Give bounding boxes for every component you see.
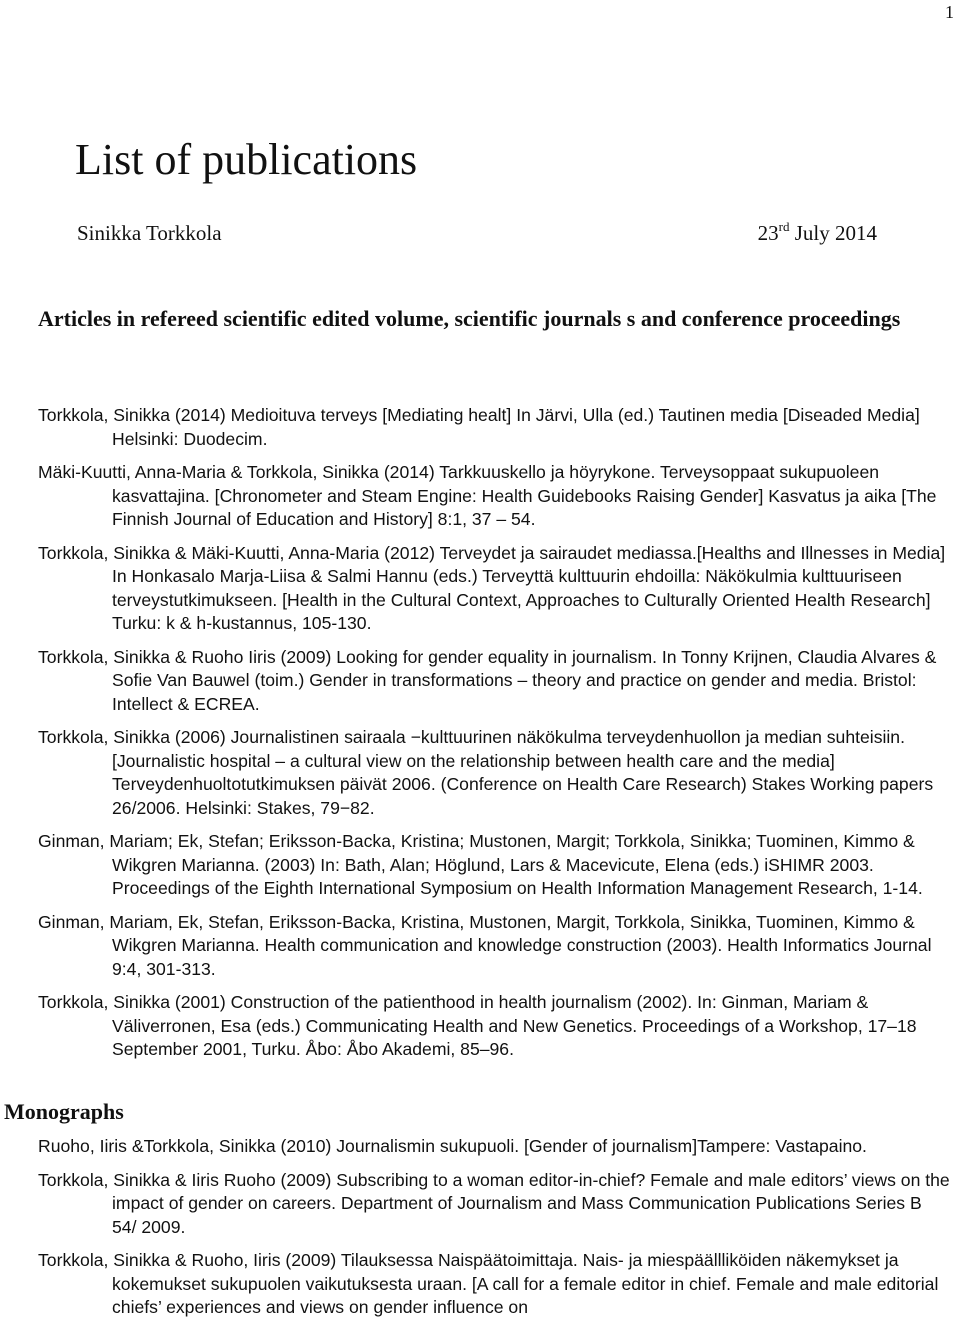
publication-entry: Torkkola, Sinikka (2006) Journalistinen sairaala −kulttuurinen näkökulma terveydenhuollon ja median suhteisiin. [Journalistic hospital – a cultural view on the relationship between health care and the media] Terveydenhuoltotutkimuksen päivät 2006. (Conference on Health Care Research) Stakes Working papers 26/2006. Helsinki: Stakes, 79−82. <box>38 727 934 818</box>
section-heading-articles: Articles in refereed scientific edited volume, scientific journals s and conference proceedings <box>38 306 901 331</box>
publication-entry: Ruoho, Iiris &Torkkola, Sinikka (2010) Journalismin sukupuoli. [Gender of journalism]Tampere: Vastapaino. <box>38 1136 867 1156</box>
monographs-list <box>38 1135 950 1330</box>
author-name: Sinikka Torkkola <box>77 221 222 245</box>
publication-entry: Torkkola, Sinikka & Mäki-Kuutti, Anna-Maria (2012) Terveydet ja sairaudet mediassa.[Healths and Illnesses in Media] In Honkasalo Marja-Liisa & Salmi Hannu (eds.) Terveyttä kulttuurin ehdoilla: Näkökulmia kulttuuriseen terveystutkimukseen. [Health in the Cultural Context, Approaches to Culturally Oriented Health Research] Turku: k & h-kustannus, 105-130. <box>38 542 946 633</box>
section-heading-monographs: Monographs <box>4 1099 124 1124</box>
publication-entry: Torkkola, Sinikka (2001) Construction of the patienthood in health journalism (2002). In: Ginman, Mariam & Väliverronen, Esa (eds.) Communicating Health and New Genetics. Proceedings of a Workshop, 17–18 September 2001, Turku. Åbo: Åbo Akademi, 85–96. <box>38 992 917 1059</box>
articles-list <box>38 404 950 1072</box>
publication-entry: Torkkola, Sinikka (2014) Medioituva terveys [Mediating healt] In Järvi, Ulla (ed.) Tautinen media [Diseaded Media] Helsinki: Duodecim. <box>38 405 920 449</box>
publication-entry: Ginman, Mariam, Ek, Stefan, Eriksson-Backa, Kristina, Mustonen, Margit, Torkkola, Sinikka, Tuominen, Kimmo & Wikgren Marianna. Health communication and knowledge construction (2003). Health Informatics Journal 9:4, 301-313. <box>38 911 932 979</box>
publication-entry: Torkkola, Sinikka & Iiris Ruoho (2009) Subscribing to a woman editor-in-chief? Female and male editors’ views on the impact of gender on careers. Department of Journalism and Mass Communication Publications Series B 54/ 2009. <box>38 1169 950 1237</box>
publication-entry: Mäki-Kuutti, Anna-Maria & Torkkola, Sinikka (2014) Tarkkuuskello ja höyrykone. Terveysoppaat sukupuoleen kasvattajina. [Chronometer and Steam Engine: Health Guidebooks Raising Gender] Kasvatus ja aika [The Finnish Journal of Education and History] 8:1, 37 – 54. <box>38 462 937 529</box>
page-title: List of publications <box>75 135 418 184</box>
publication-entry: Torkkola, Sinikka & Ruoho Iiris (2009) Looking for gender equality in journalism. In Tonny Krijnen, Claudia Alvares & Sofie Van Bauwel (toim.) Gender in transformations – theory and practice on gender and media. Bristol: Intellect & ECREA. <box>38 646 937 714</box>
date-suffix: rd <box>778 219 790 234</box>
publication-entry: Ginman, Mariam; Ek, Stefan; Eriksson-Backa, Kristina; Mustonen, Margit; Torkkola, Sinikka; Tuominen, Kimmo & Wikgren Marianna. (2003) In: Bath, Alan; Höglund, Lars & Macevicute, Elena (eds.) iSHIMR 2003. Proceedings of the Eighth International Symposium on Health Information Management Research, 1-14. <box>38 831 923 898</box>
page-number: 1 <box>945 2 954 22</box>
document-date <box>758 220 877 246</box>
date-day: 23 <box>757 221 779 245</box>
date-month-year: July 2014 <box>794 221 877 245</box>
publication-entry: Torkkola, Sinikka & Ruoho, Iiris (2009) Tilauksessa Naispäätoimittaja. Nais- ja miespäällliköiden näkemykset ja kokemukset sukupuolen vaikutuksesta uraan. [A call for a female editor in chief. Female and male editorial chiefs’ experiences and views on gender influence on <box>38 1250 939 1317</box>
